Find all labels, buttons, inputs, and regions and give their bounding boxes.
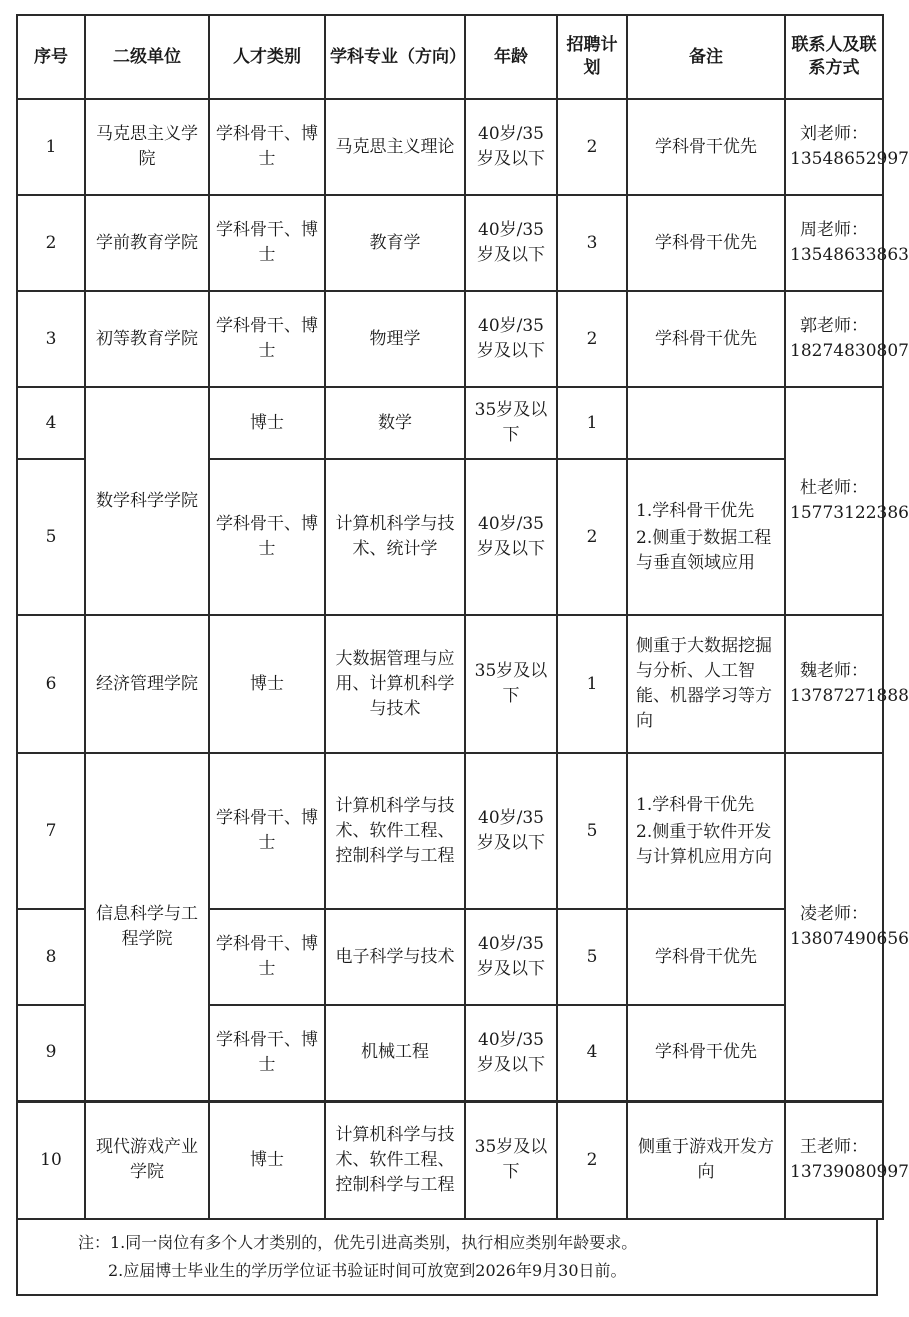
- cell-age: 40岁/35岁及以下: [465, 459, 557, 615]
- note-line: 2.侧重于数据工程与垂直领域应用: [636, 527, 772, 573]
- cell-major: 大数据管理与应用、计算机科学与技术: [325, 615, 465, 753]
- cell-no: 6: [17, 615, 85, 753]
- cell-contact: 郭老师：18274830807: [785, 291, 883, 387]
- cell-age: 40岁/35岁及以下: [465, 753, 557, 909]
- note-line: 2.侧重于软件开发与计算机应用方向: [636, 821, 772, 867]
- cell-no: 9: [17, 1005, 85, 1101]
- note-line: 1.学科骨干优先: [636, 794, 755, 815]
- header-unit: 二级单位: [85, 15, 209, 99]
- table-row: [17, 195, 883, 291]
- cell-plan: 5: [557, 909, 627, 1005]
- cell-plan: 2: [557, 1101, 627, 1219]
- table-row: [17, 753, 883, 909]
- cell-category: 学科骨干、博士: [209, 99, 325, 195]
- cell-contact: 杜老师：15773122386: [785, 387, 883, 615]
- cell-major: 数学: [325, 387, 465, 459]
- cell-no: 2: [17, 195, 85, 291]
- cell-note: 学科骨干优先: [627, 909, 785, 1005]
- cell-major: 马克思主义理论: [325, 99, 465, 195]
- table-row: [17, 387, 883, 459]
- cell-note: 学科骨干优先: [627, 99, 785, 195]
- cell-age: 40岁/35岁及以下: [465, 1005, 557, 1101]
- footnote-line-1: 注：1.同一岗位有多个人才类别的，优先引进高类别，执行相应类别年龄要求。: [78, 1233, 638, 1252]
- footnote-line-2: 2.应届博士毕业生的学历学位证书验证时间可放宽到2026年9月30日前。: [108, 1261, 627, 1280]
- cell-major: 计算机科学与技术、软件工程、控制科学与工程: [325, 753, 465, 909]
- cell-unit: 马克思主义学院: [85, 99, 209, 195]
- cell-major: 机械工程: [325, 1005, 465, 1101]
- header-major: 学科专业（方向）: [325, 15, 465, 99]
- cell-category: 学科骨干、博士: [209, 195, 325, 291]
- header-plan: 招聘计划: [557, 15, 627, 99]
- cell-note: 学科骨干优先: [627, 195, 785, 291]
- cell-unit: 信息科学与工程学院: [85, 753, 209, 1101]
- cell-plan: 5: [557, 753, 627, 909]
- cell-no: 3: [17, 291, 85, 387]
- cell-plan: 2: [557, 459, 627, 615]
- cell-no: 4: [17, 387, 85, 459]
- cell-age: 35岁及以下: [465, 615, 557, 753]
- cell-age: 35岁及以下: [465, 1101, 557, 1219]
- recruitment-table-sheet: [16, 14, 909, 1296]
- cell-category: 学科骨干、博士: [209, 753, 325, 909]
- table-row: [17, 99, 883, 195]
- cell-no: 7: [17, 753, 85, 909]
- cell-contact: 凌老师：13807490656: [785, 753, 883, 1101]
- cell-contact: 魏老师：13787271888: [785, 615, 883, 753]
- cell-plan: 2: [557, 291, 627, 387]
- cell-plan: 2: [557, 99, 627, 195]
- cell-contact: 王老师：13739080997: [785, 1101, 883, 1219]
- cell-category: 学科骨干、博士: [209, 909, 325, 1005]
- cell-no: 8: [17, 909, 85, 1005]
- header-category: 人才类别: [209, 15, 325, 99]
- table-footnote: [16, 1220, 878, 1296]
- cell-unit: 现代游戏产业学院: [85, 1101, 209, 1219]
- cell-category: 学科骨干、博士: [209, 291, 325, 387]
- cell-age: 40岁/35岁及以下: [465, 291, 557, 387]
- cell-note: [627, 459, 785, 615]
- recruitment-table: [16, 14, 909, 1220]
- cell-note: 侧重于大数据挖掘与分析、人工智能、机器学习等方向: [627, 615, 785, 753]
- cell-category: 博士: [209, 1101, 325, 1219]
- cell-note: [627, 387, 785, 459]
- cell-unit: 学前教育学院: [85, 195, 209, 291]
- cell-no: 10: [17, 1101, 85, 1219]
- cell-plan: 4: [557, 1005, 627, 1101]
- cell-category: 博士: [209, 615, 325, 753]
- cell-category: 博士: [209, 387, 325, 459]
- cell-note: 侧重于游戏开发方向: [627, 1101, 785, 1219]
- cell-plan: 1: [557, 387, 627, 459]
- cell-contact: 刘老师：13548652997: [785, 99, 883, 195]
- header-contact: 联系人及联系方式: [785, 15, 883, 99]
- cell-note: 学科骨干优先: [627, 1005, 785, 1101]
- header-note: 备注: [627, 15, 785, 99]
- note-line: 1.学科骨干优先: [636, 500, 755, 521]
- cell-major: 计算机科学与技术、统计学: [325, 459, 465, 615]
- cell-unit: 数学科学学院: [85, 387, 209, 615]
- cell-note: [627, 753, 785, 909]
- cell-no: 1: [17, 99, 85, 195]
- cell-plan: 3: [557, 195, 627, 291]
- cell-major: 电子科学与技术: [325, 909, 465, 1005]
- cell-major: 计算机科学与技术、软件工程、控制科学与工程: [325, 1101, 465, 1219]
- cell-age: 35岁及以下: [465, 387, 557, 459]
- cell-contact: 周老师：13548633863: [785, 195, 883, 291]
- header-age: 年龄: [465, 15, 557, 99]
- cell-plan: 1: [557, 615, 627, 753]
- table-row: [17, 1101, 883, 1219]
- cell-age: 40岁/35岁及以下: [465, 909, 557, 1005]
- cell-category: 学科骨干、博士: [209, 459, 325, 615]
- cell-major: 教育学: [325, 195, 465, 291]
- cell-major: 物理学: [325, 291, 465, 387]
- cell-age: 40岁/35岁及以下: [465, 195, 557, 291]
- cell-unit: 经济管理学院: [85, 615, 209, 753]
- header-no: 序号: [17, 15, 85, 99]
- cell-unit: 初等教育学院: [85, 291, 209, 387]
- cell-no: 5: [17, 459, 85, 615]
- table-row: [17, 615, 883, 753]
- cell-category: 学科骨干、博士: [209, 1005, 325, 1101]
- cell-age: 40岁/35岁及以下: [465, 99, 557, 195]
- table-header-row: [17, 15, 883, 99]
- table-row: [17, 291, 883, 387]
- cell-note: 学科骨干优先: [627, 291, 785, 387]
